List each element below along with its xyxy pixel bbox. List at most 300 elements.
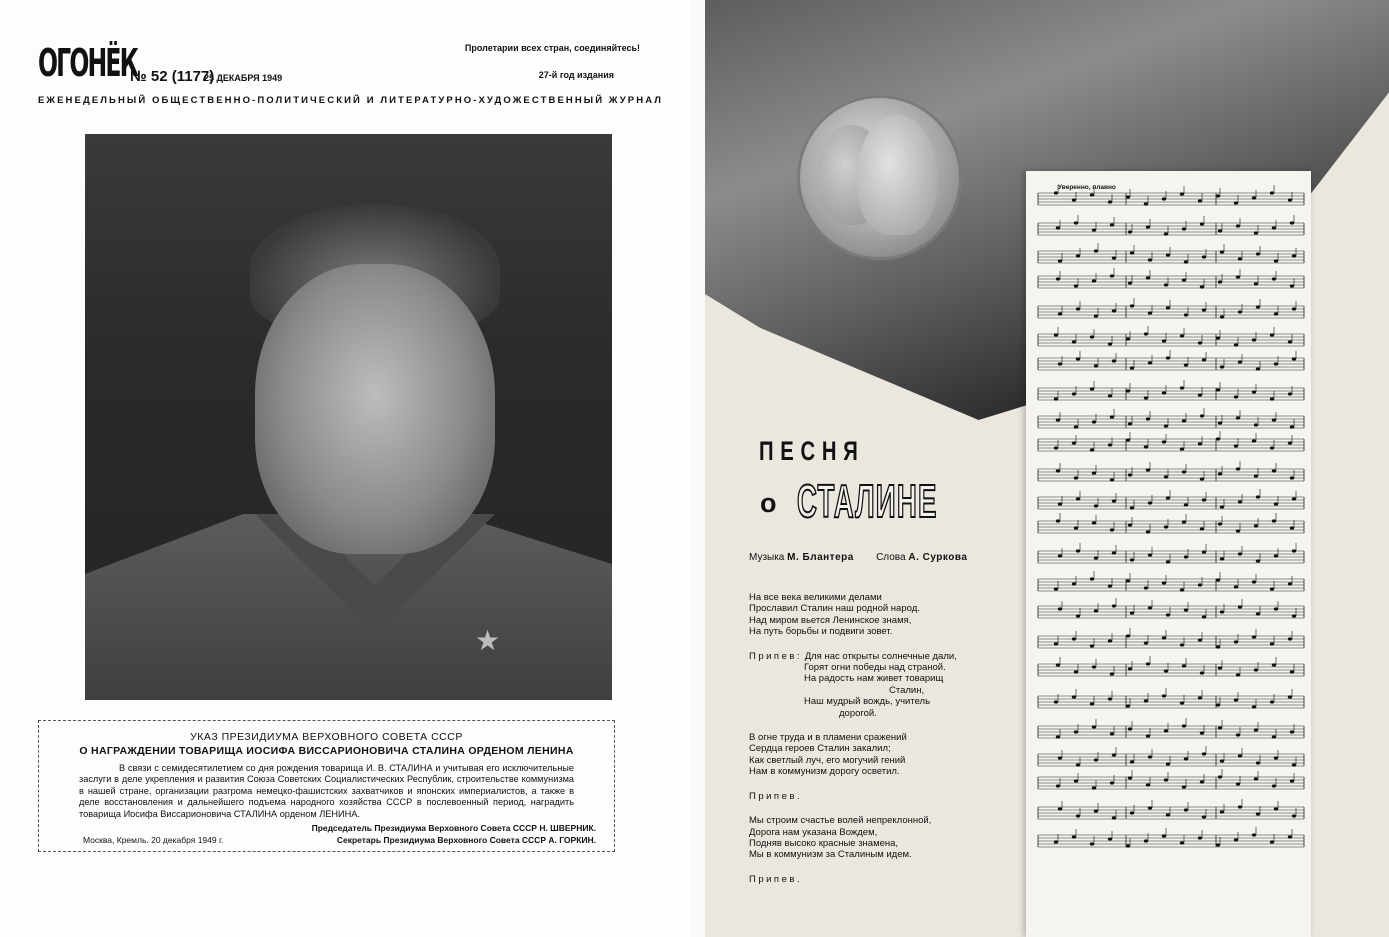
note-head [1236, 733, 1240, 736]
note-head [1270, 587, 1274, 590]
note-head [1162, 440, 1166, 443]
score-staves [1026, 171, 1311, 937]
note-head [1094, 609, 1098, 612]
note-head [1256, 305, 1260, 308]
stanza-3 [749, 815, 979, 861]
note-head [1252, 580, 1256, 583]
note-head [1202, 498, 1206, 501]
note-head [1236, 782, 1240, 785]
note-head [1110, 672, 1114, 675]
note-head [1270, 446, 1274, 449]
note-head [1130, 304, 1134, 307]
decree-title: УКАЗ ПРЕЗИДИУМА ВЕРХОВНОГО СОВЕТА СССР [190, 731, 463, 743]
note-head [1234, 698, 1238, 701]
decree-signature-chairman: Председатель Президиума Верховного Совета СССР Н. ШВЕРНИК. [311, 823, 596, 833]
note-head [1234, 640, 1238, 643]
note-head [1148, 311, 1152, 314]
note-head [1164, 424, 1168, 427]
note-head [1146, 276, 1150, 279]
note-head [1180, 701, 1184, 704]
note-head [1148, 755, 1152, 758]
note-head [1292, 549, 1296, 552]
note-head [1200, 477, 1204, 480]
note-head [1252, 338, 1256, 341]
note-head [1054, 840, 1058, 843]
note-head [1090, 577, 1094, 580]
song-credits [749, 552, 967, 563]
stanza-2 [749, 732, 979, 778]
note-head [1216, 388, 1220, 391]
note-head [1198, 442, 1202, 445]
note-head [1200, 671, 1204, 674]
note-head [1234, 444, 1238, 447]
note-head [1272, 663, 1276, 666]
issue-number: № 52 (1177) [130, 68, 215, 85]
note-head [1290, 425, 1294, 428]
note-head [1076, 357, 1080, 360]
note-head [1290, 476, 1294, 479]
face-shape [255, 264, 495, 554]
note-head [1238, 360, 1242, 363]
note-head [1200, 731, 1204, 734]
note-head [1108, 200, 1112, 203]
note-head [1252, 439, 1256, 442]
note-head [1218, 666, 1222, 669]
note-head [1148, 606, 1152, 609]
note-head [1058, 259, 1062, 262]
note-head [1126, 634, 1130, 637]
note-head [1072, 392, 1076, 395]
note-head [1126, 195, 1130, 198]
profile-right [857, 115, 937, 235]
note-head [1164, 232, 1168, 235]
note-head [1234, 343, 1238, 346]
note-head [1290, 779, 1294, 782]
lyric-line: Подняв высоко красные знамена, [749, 837, 899, 849]
note-head [1130, 251, 1134, 254]
note-head [1076, 814, 1080, 817]
note-head [1220, 505, 1224, 508]
note-head [1292, 254, 1296, 257]
note-head [1182, 470, 1186, 473]
note-head [1236, 416, 1240, 419]
note-head [1162, 339, 1166, 342]
music-label: Музыка [749, 552, 785, 563]
note-head [1056, 735, 1060, 738]
note-head [1198, 696, 1202, 699]
refrain-label: Припев: [749, 650, 803, 662]
note-head [1184, 313, 1188, 316]
note-head [1128, 473, 1132, 476]
note-head [1144, 445, 1148, 448]
lyric-line: Мы в коммунизм за Сталиным идем. [749, 849, 912, 861]
note-head [1218, 522, 1222, 525]
note-head [1254, 668, 1258, 671]
note-head [1074, 670, 1078, 673]
note-head [1054, 642, 1058, 645]
note-head [1216, 437, 1220, 440]
lyric-line: Прославил Сталин наш родной народ. [749, 603, 920, 615]
note-head [1146, 417, 1150, 420]
words-author: А. Суркова [908, 552, 968, 563]
note-head [1108, 443, 1112, 446]
note-head [1056, 469, 1060, 472]
note-head [1288, 637, 1292, 640]
note-head [1252, 390, 1256, 393]
note-head [1076, 763, 1080, 766]
note-head [1092, 279, 1096, 282]
note-head [1164, 729, 1168, 732]
note-head [1056, 663, 1060, 666]
note-head [1182, 227, 1186, 230]
lyric-line: Горят огни победы над страной. [804, 662, 946, 674]
note-head [1110, 528, 1114, 531]
lyric-line: На все века великими делами [749, 592, 882, 603]
note-head [1288, 835, 1292, 838]
note-head [1236, 529, 1240, 532]
note-head [1272, 469, 1276, 472]
lyric-line: Над миром вьется Ленинское знамя, [749, 614, 912, 626]
note-head [1200, 527, 1204, 530]
note-head [1220, 610, 1224, 613]
note-head [1254, 282, 1258, 285]
note-head [1166, 613, 1170, 616]
note-head [1184, 503, 1188, 506]
note-head [1274, 756, 1278, 759]
note-head [1270, 700, 1274, 703]
note-head [1216, 703, 1220, 706]
note-head [1256, 761, 1260, 764]
note-head [1292, 763, 1296, 766]
note-head [1182, 419, 1186, 422]
note-head [1126, 389, 1130, 392]
note-head [1166, 496, 1170, 499]
note-head [1092, 725, 1096, 728]
note-head [1272, 735, 1276, 738]
note-head [1092, 786, 1096, 789]
decree-place-date: Москва, Кремль. 20 декабря 1949 г. [83, 835, 224, 845]
note-head [1076, 614, 1080, 617]
note-head [1058, 312, 1062, 315]
note-head [1146, 662, 1150, 665]
note-head [1272, 277, 1276, 280]
note-head [1162, 694, 1166, 697]
note-head [1130, 760, 1134, 763]
note-head [1054, 446, 1058, 449]
note-head [1218, 280, 1222, 283]
note-head [1202, 815, 1206, 818]
note-head [1272, 418, 1276, 421]
note-head [1198, 199, 1202, 202]
note-head [1090, 448, 1094, 451]
note-head [1094, 809, 1098, 812]
words-label: Слова [876, 552, 906, 563]
tempo-marking: Уверенно, плавно [1058, 184, 1116, 191]
note-head [1218, 472, 1222, 475]
note-head [1238, 500, 1242, 503]
lyric-line: На радость нам живет товарищ [804, 673, 944, 685]
note-head [1076, 254, 1080, 257]
note-head [1092, 471, 1096, 474]
note-head [1112, 816, 1116, 819]
note-head [1184, 555, 1188, 558]
refrain-repeat: Припев. [749, 790, 803, 802]
note-head [1198, 638, 1202, 641]
note-head [1234, 585, 1238, 588]
star-medal-icon: ★ [475, 625, 501, 656]
note-head [1146, 468, 1150, 471]
note-head [1290, 221, 1294, 224]
decree-signature-secretary: Секретарь Президиума Верховного Совета СССР А. ГОРКИН. [336, 835, 596, 845]
lyric-line: Наш мудрый вождь, учитель [804, 696, 931, 708]
note-head [1128, 727, 1132, 730]
portrait-photo [85, 134, 612, 700]
note-head [1058, 362, 1062, 365]
note-head [1256, 559, 1260, 562]
note-head [1238, 805, 1242, 808]
note-head [1058, 807, 1062, 810]
note-head [1146, 783, 1150, 786]
note-head [1220, 250, 1224, 253]
note-head [1218, 726, 1222, 729]
note-head [1252, 705, 1256, 708]
note-head [1090, 335, 1094, 338]
note-head [1166, 762, 1170, 765]
profile-medallion [797, 95, 962, 260]
note-head [1184, 757, 1188, 760]
note-head [1112, 256, 1116, 259]
note-head [1274, 607, 1278, 610]
note-head [1144, 839, 1148, 842]
note-head [1238, 310, 1242, 313]
note-head [1148, 501, 1152, 504]
note-head [1292, 497, 1296, 500]
note-head [1128, 523, 1132, 526]
note-head [1164, 283, 1168, 286]
note-head [1272, 784, 1276, 787]
note-head [1218, 775, 1222, 778]
note-head [1076, 307, 1080, 310]
note-head [1236, 224, 1240, 227]
note-head [1144, 396, 1148, 399]
note-head [1236, 467, 1240, 470]
note-head [1254, 474, 1258, 477]
note-head [1292, 307, 1296, 310]
note-head [1220, 365, 1224, 368]
note-head [1180, 447, 1184, 450]
note-head [1166, 253, 1170, 256]
note-head [1238, 257, 1242, 260]
note-head [1056, 277, 1060, 280]
note-head [1092, 420, 1096, 423]
note-head [1108, 584, 1112, 587]
note-head [1270, 397, 1274, 400]
note-head [1094, 364, 1098, 367]
note-head [1252, 635, 1256, 638]
note-head [1274, 362, 1278, 365]
refrain-repeat: Припев. [749, 873, 803, 885]
note-head [1094, 504, 1098, 507]
note-head [1272, 226, 1276, 229]
note-head [1094, 556, 1098, 559]
note-head [1144, 202, 1148, 205]
song-title-preposition: о [760, 488, 777, 518]
lyric-line: Мы строим счастье волей непреклонной, [749, 815, 932, 827]
note-head [1274, 312, 1278, 315]
note-head [1072, 198, 1076, 201]
note-head [1144, 699, 1148, 702]
note-head [1074, 284, 1078, 287]
note-head [1074, 476, 1078, 479]
note-head [1254, 777, 1258, 780]
note-head [1110, 478, 1114, 481]
note-head [1056, 519, 1060, 522]
note-head [1288, 392, 1292, 395]
note-head [1074, 730, 1078, 733]
note-head [1130, 366, 1134, 369]
note-head [1058, 756, 1062, 759]
note-head [1180, 192, 1184, 195]
note-head [1058, 554, 1062, 557]
lyric-line: На путь борьбы и подвиги зовет. [749, 626, 893, 638]
note-head [1148, 806, 1152, 809]
song-title-main: СТАЛИНЕ [797, 475, 938, 527]
note-head [1090, 702, 1094, 705]
note-head [1202, 358, 1206, 361]
note-head [1148, 258, 1152, 261]
note-head [1094, 314, 1098, 317]
note-head [1184, 608, 1188, 611]
note-head [1220, 557, 1224, 560]
note-head [1094, 249, 1098, 252]
note-head [1144, 586, 1148, 589]
note-head [1148, 361, 1152, 364]
note-head [1216, 645, 1220, 648]
note-head [1054, 700, 1058, 703]
note-head [1290, 730, 1294, 733]
note-head [1202, 615, 1206, 618]
note-head [1126, 438, 1130, 441]
note-head [1072, 340, 1076, 343]
note-head [1198, 341, 1202, 344]
note-head [1110, 274, 1114, 277]
note-head [1270, 333, 1274, 336]
note-head [1126, 579, 1130, 582]
note-head [1162, 834, 1166, 837]
note-head [1254, 423, 1258, 426]
note-head [1290, 284, 1294, 287]
note-head [1220, 810, 1224, 813]
note-head [1110, 732, 1114, 735]
note-head [1198, 836, 1202, 839]
note-head [1166, 813, 1170, 816]
lyric-line: Дорога нам указана Вождем, [749, 826, 878, 838]
note-head [1072, 582, 1076, 585]
note-head [1128, 281, 1132, 284]
issue-date: 25 ДЕКАБРЯ 1949 [204, 73, 283, 83]
note-head [1274, 807, 1278, 810]
note-head [1220, 315, 1224, 318]
note-head [1146, 225, 1150, 228]
note-head [1236, 673, 1240, 676]
note-head [1110, 223, 1114, 226]
note-head [1292, 614, 1296, 617]
refrain [749, 651, 979, 719]
note-head [1166, 560, 1170, 563]
note-head [1112, 359, 1116, 362]
lyric-line: Для нас открыты солнечные дали, [804, 650, 957, 662]
slogan: Пролетарии всех стран, соединяйтесь! [464, 43, 640, 53]
note-head [1256, 367, 1260, 370]
note-head [1182, 785, 1186, 788]
magazine-logo: ОГОНЁК [38, 41, 137, 85]
note-head [1292, 357, 1296, 360]
note-head [1146, 734, 1150, 737]
lyric-line: Сердца героев Сталин закалил; [749, 743, 891, 755]
note-head [1270, 191, 1274, 194]
note-head [1162, 636, 1166, 639]
note-head [1162, 197, 1166, 200]
decree-subtitle: О НАГРАЖДЕНИИ ТОВАРИЩА ИОСИФА ВИССАРИОНОВИЧА СТАЛИНА ОРДЕНОМ ЛЕНИНА [79, 745, 574, 757]
note-head [1128, 776, 1132, 779]
note-head [1252, 833, 1256, 836]
note-head [1234, 395, 1238, 398]
note-head [1200, 222, 1204, 225]
note-head [1274, 554, 1278, 557]
note-head [1256, 612, 1260, 615]
note-head [1288, 441, 1292, 444]
note-head [1216, 336, 1220, 339]
note-head [1218, 421, 1222, 424]
note-head [1110, 781, 1114, 784]
note-head [1236, 275, 1240, 278]
note-head [1090, 193, 1094, 196]
song-page [705, 0, 1389, 937]
note-head [1108, 342, 1112, 345]
note-head [1144, 641, 1148, 644]
note-head [1270, 840, 1274, 843]
note-head [1288, 695, 1292, 698]
note-head [1072, 637, 1076, 640]
note-head [1184, 363, 1188, 366]
note-head [1202, 752, 1206, 755]
note-head [1202, 550, 1206, 553]
note-head [1274, 502, 1278, 505]
note-head [1108, 697, 1112, 700]
note-head [1184, 808, 1188, 811]
note-head [1112, 309, 1116, 312]
note-head [1126, 704, 1130, 707]
note-head [1090, 842, 1094, 845]
note-head [1180, 334, 1184, 337]
note-head [1072, 695, 1076, 698]
note-head [1126, 844, 1130, 847]
note-head [1238, 605, 1242, 608]
note-head [1128, 230, 1132, 233]
note-head [1094, 758, 1098, 761]
note-head [1162, 391, 1166, 394]
note-head [1164, 525, 1168, 528]
note-head [1182, 724, 1186, 727]
note-head [1182, 664, 1186, 667]
note-head [1054, 397, 1058, 400]
note-head [1130, 811, 1134, 814]
note-head [1054, 191, 1058, 194]
note-head [1056, 784, 1060, 787]
note-head [1164, 475, 1168, 478]
note-head [1254, 728, 1258, 731]
note-head [1058, 607, 1062, 610]
